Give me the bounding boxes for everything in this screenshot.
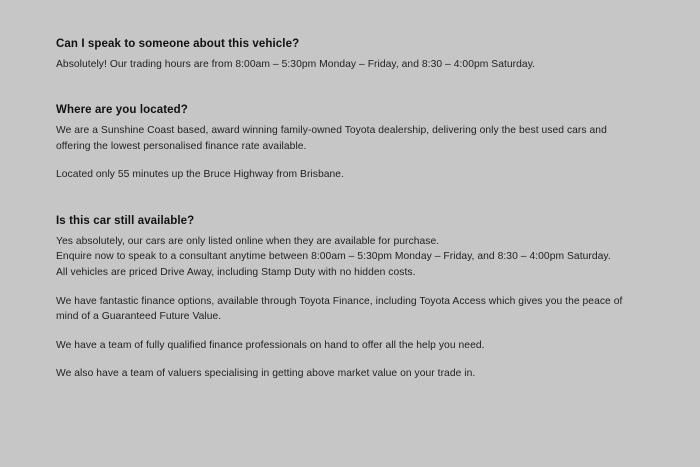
faq-paragraph: Enquire now to speak to a consultant anytime between 8:00am – 5:30pm Monday – Friday, and 8:30 – 4:00pm Saturday. bbox=[56, 251, 611, 263]
faq-heading: Can I speak to someone about this vehicle? bbox=[56, 38, 300, 50]
faq-paragraph: We have a team of fully qualified finance professionals on hand to offer all the help you need. bbox=[56, 339, 485, 351]
faq-paragraph: Absolutely! Our trading hours are from 8:00am – 5:30pm Monday – Friday, and 8:30 – 4:00pm Saturday. bbox=[56, 58, 536, 70]
faq-heading: Is this car still available? bbox=[56, 214, 195, 227]
faq-heading: Where are you located? bbox=[56, 104, 188, 117]
faq-paragraph: We have fantastic finance options, available through Toyota Finance, including Toyota Access which gives you the peace of mind of a Guaranteed Future Value. bbox=[56, 295, 623, 323]
faq-section-where-located bbox=[56, 102, 644, 183]
faq-paragraph: Yes absolutely, our cars are only listed online when they are available for purchase. bbox=[56, 235, 440, 247]
faq-section-car-still-available bbox=[56, 213, 644, 382]
faq-section-speak-to-someone bbox=[56, 36, 644, 72]
faq-paragraph: We are a Sunshine Coast based, award winning family-owned Toyota dealership, delivering only the best used cars and offering the lowest personalised finance rate available. bbox=[56, 124, 607, 152]
faq-paragraph: All vehicles are priced Drive Away, including Stamp Duty with no hidden costs. bbox=[56, 266, 416, 278]
faq-paragraph: Located only 55 minutes up the Bruce Highway from Brisbane. bbox=[56, 169, 344, 181]
faq-paragraph: We also have a team of valuers specialising in getting above market value on your trade in. bbox=[56, 368, 476, 380]
